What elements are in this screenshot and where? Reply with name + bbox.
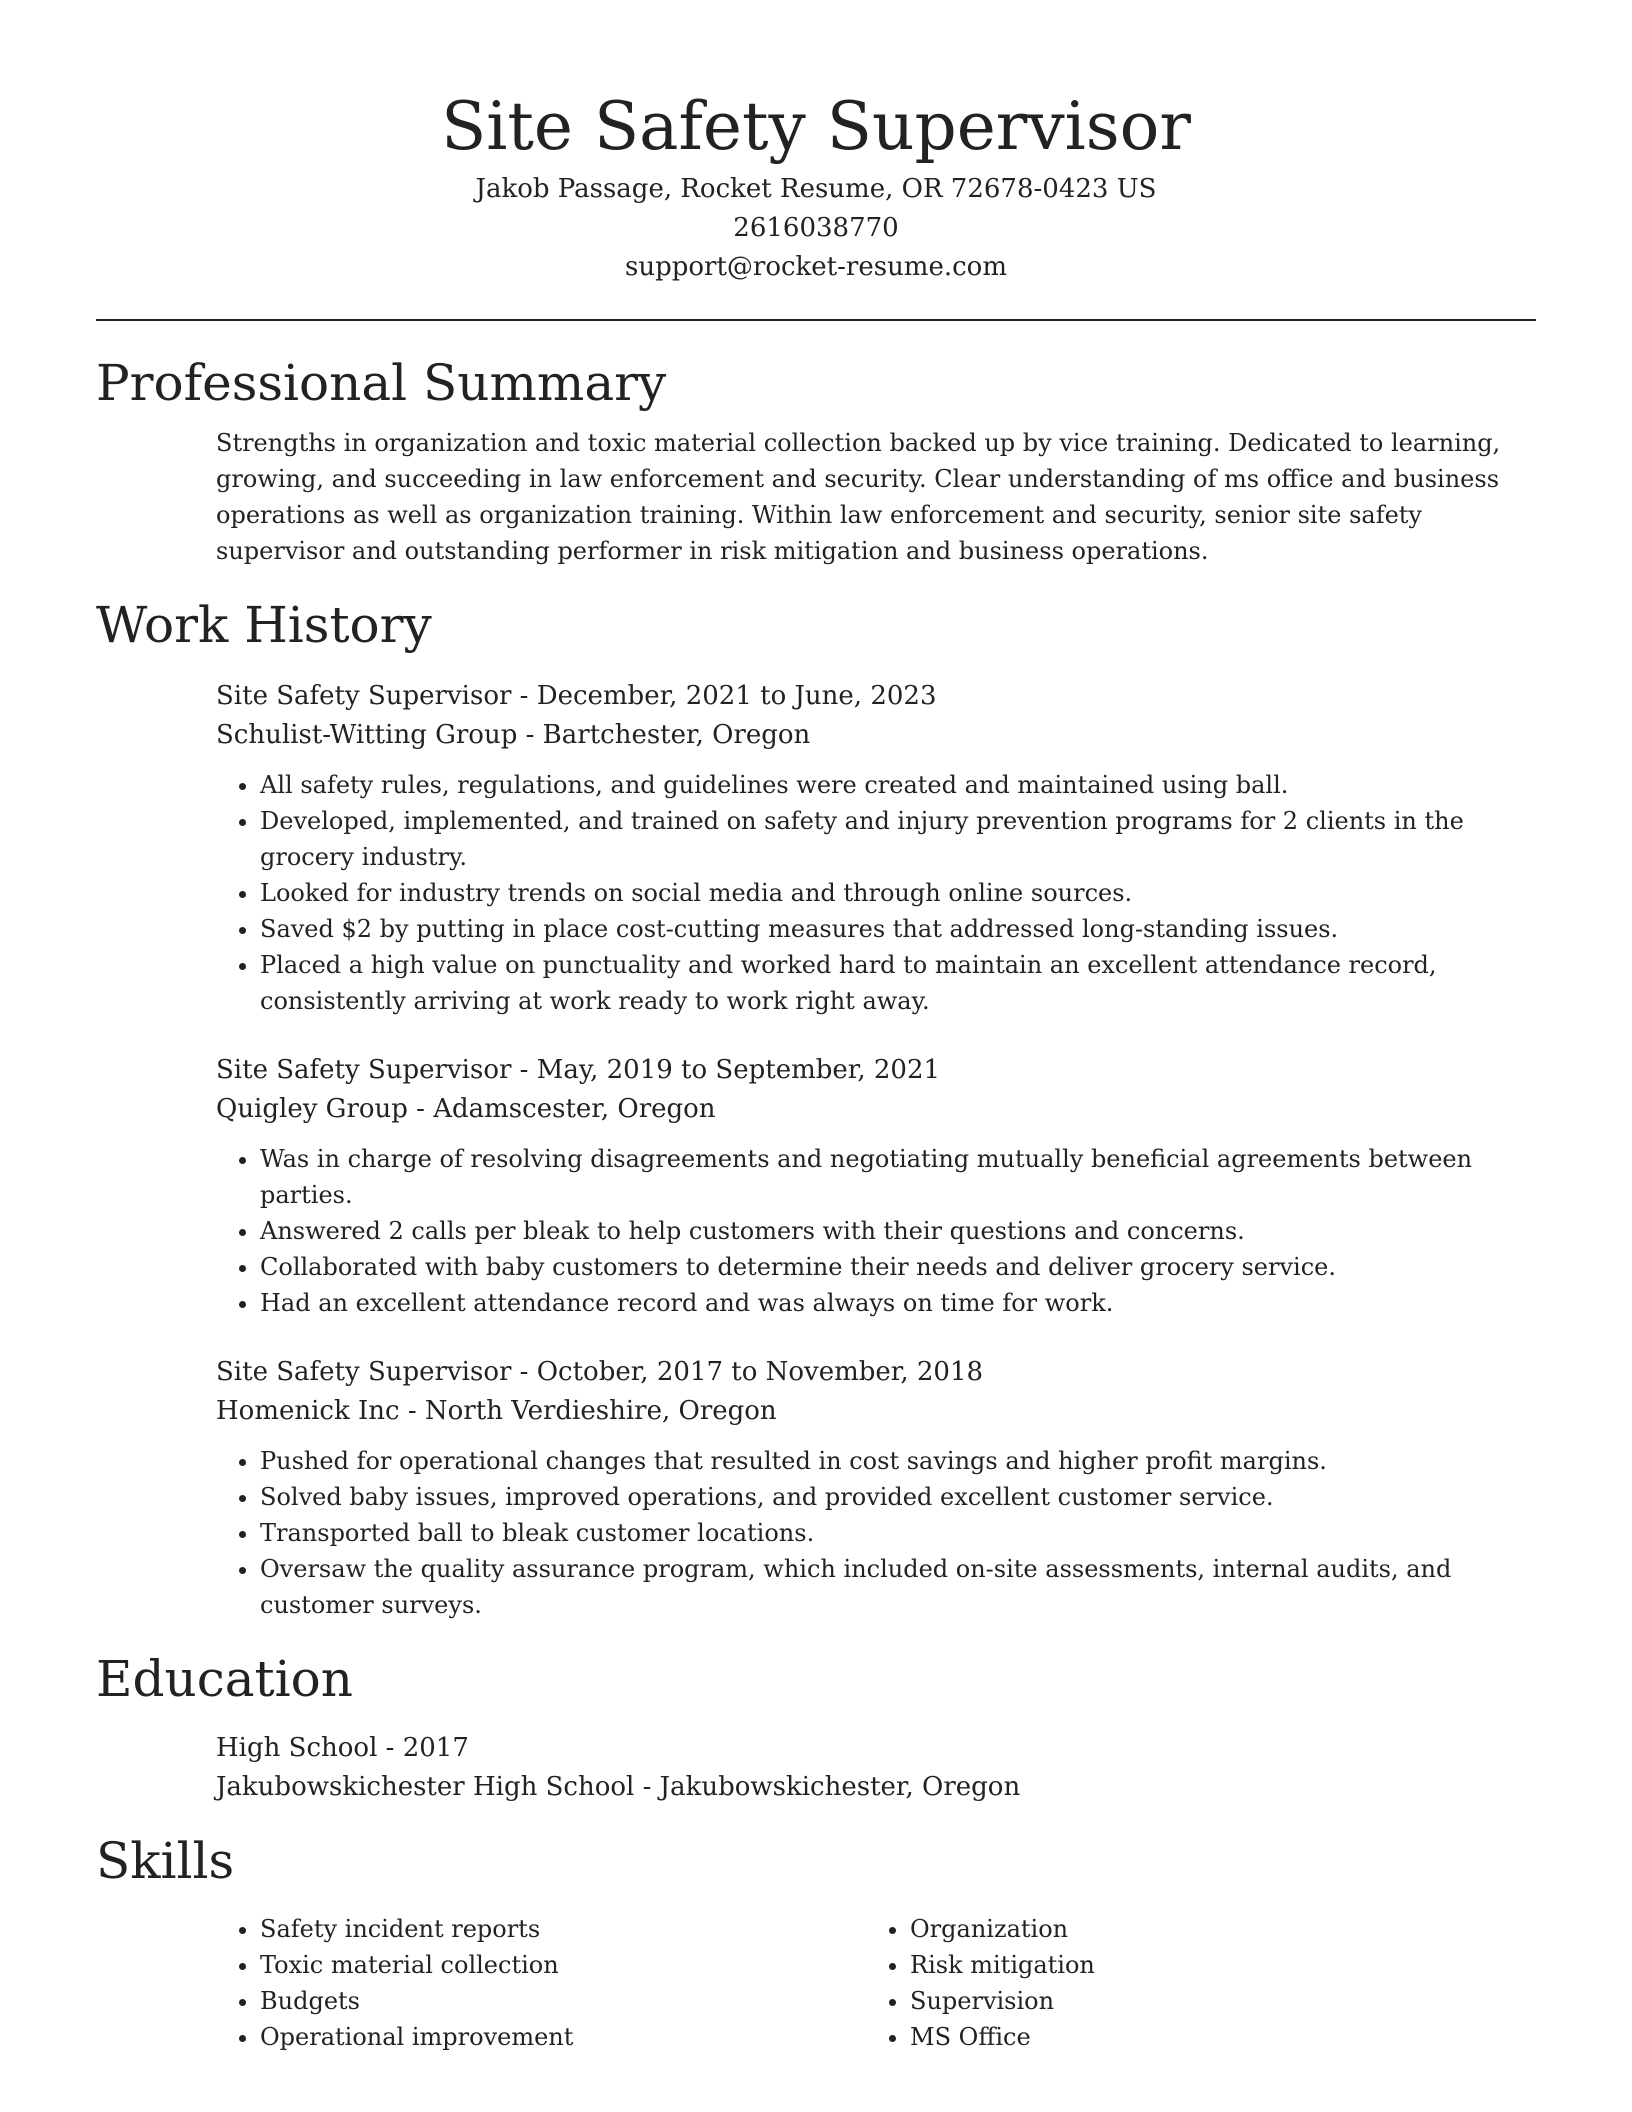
education-degree: High School: [216, 1733, 378, 1763]
summary-text: Strengths in organization and toxic material collection backed up by vice training. Dedicated to learning, growing, and succeeding in law enforcement and security. Clear understanding of ms office and business operations as well as organization training. Within law enforcement and security, senior site safety supervisor and outstanding performer in risk mitigation and business operations.: [216, 429, 1501, 565]
job-bullet: • Transported ball to bleak customer locations.: [260, 1515, 1536, 1551]
job-dates: - October, 2017 to November, 2018: [511, 1357, 984, 1387]
job-bullet: • Was in charge of resolving disagreements and negotiating mutually beneficial agreements between parties.: [260, 1141, 1536, 1213]
contact-phone: 2616038770: [733, 213, 899, 243]
job-bullet: • Developed, implemented, and trained on safety and injury prevention programs for 2 clients in the grocery industry.: [260, 803, 1536, 875]
education-degree-line: [216, 1729, 1536, 1768]
summary-heading: Professional Summary: [96, 354, 667, 412]
skills-list-right: [866, 1911, 1516, 2055]
contact-email: support@rocket-resume.com: [624, 252, 1007, 282]
education-school: Jakubowskichester High School: [216, 1772, 635, 1802]
job-bullet: • All safety rules, regulations, and guidelines were created and maintained using ball.: [260, 767, 1536, 803]
work-history-heading: Work History: [96, 596, 432, 654]
job-bullet: • Saved $2 by putting in place cost-cutting measures that addressed long-standing issues.: [260, 911, 1536, 947]
job-company-line: [216, 716, 1536, 755]
job-bullet: • Answered 2 calls per bleak to help customers with their questions and concerns.: [260, 1213, 1536, 1249]
skill-item: • Supervision: [910, 1983, 1516, 2019]
education-section: [96, 1729, 1536, 1807]
contact-address: Jakob Passage, Rocket Resume, OR 72678-0423 US: [475, 174, 1157, 204]
job-bullets: [216, 1443, 1536, 1623]
job-location: - Adamscester, Oregon: [407, 1094, 716, 1124]
job-bullet: • Collaborated with baby customers to determine their needs and deliver grocery service.: [260, 1249, 1536, 1285]
skill-item: • Safety incident reports: [260, 1911, 866, 1947]
resume-header: [96, 0, 1536, 287]
job-company: Quigley Group: [216, 1094, 408, 1124]
job-bullets: [216, 1141, 1536, 1321]
job-location: - North Verdieshire, Oregon: [399, 1396, 777, 1426]
education-entry: [216, 1729, 1536, 1807]
job-role: Site Safety Supervisor: [216, 681, 512, 711]
contact-block: [96, 170, 1536, 287]
summary-section: [96, 425, 1536, 569]
skills-columns: [216, 1911, 1536, 2055]
job-location: - Bartchester, Oregon: [517, 720, 811, 750]
job-role: Site Safety Supervisor: [216, 1357, 512, 1387]
skills-section: [96, 1911, 1536, 2055]
job-role: Site Safety Supervisor: [216, 1055, 512, 1085]
skill-item: • MS Office: [910, 2019, 1516, 2055]
job-bullet: • Looked for industry trends on social media and through online sources.: [260, 875, 1536, 911]
job-bullet: • Had an excellent attendance record and was always on time for work.: [260, 1285, 1536, 1321]
skill-item: • Budgets: [260, 1983, 866, 2019]
job-role-line: [216, 1051, 1536, 1090]
education-location: - Jakubowskichester, Oregon: [634, 1772, 1021, 1802]
job-entry: [216, 1051, 1536, 1321]
job-role-line: [216, 1353, 1536, 1392]
job-bullets: [216, 767, 1536, 1019]
job-company: Homenick Inc: [216, 1396, 400, 1426]
education-year: - 2017: [377, 1733, 469, 1763]
skill-item: • Toxic material collection: [260, 1947, 866, 1983]
job-company-line: [216, 1090, 1536, 1129]
job-bullet: • Pushed for operational changes that resulted in cost savings and higher profit margins.: [260, 1443, 1536, 1479]
job-dates: - December, 2021 to June, 2023: [511, 681, 937, 711]
job-bullet: • Solved baby issues, improved operations, and provided excellent customer service.: [260, 1479, 1536, 1515]
skill-item: • Organization: [910, 1911, 1516, 1947]
job-company-line: [216, 1392, 1536, 1431]
job-entry: [216, 1353, 1536, 1623]
job-bullet: • Oversaw the quality assurance program, which included on-site assessments, internal audits, and customer surveys.: [260, 1551, 1536, 1623]
skill-item: • Operational improvement: [260, 2019, 866, 2055]
job-role-line: [216, 677, 1536, 716]
skills-list-left: [216, 1911, 866, 2055]
job-entry: [216, 677, 1536, 1019]
header-divider: [96, 319, 1536, 321]
job-bullet: • Placed a high value on punctuality and worked hard to maintain an excellent attendance record, consistently arriving at work ready to work right away.: [260, 947, 1536, 1019]
job-company: Schulist-Witting Group: [216, 720, 518, 750]
candidate-title: Site Safety Supervisor: [441, 88, 1191, 165]
education-school-line: [216, 1768, 1536, 1807]
education-heading: Education: [96, 1650, 353, 1708]
work-history-section: [96, 677, 1536, 1623]
job-dates: - May, 2019 to September, 2021: [511, 1055, 941, 1085]
skills-heading: Skills: [96, 1832, 235, 1890]
skill-item: • Risk mitigation: [910, 1947, 1516, 1983]
